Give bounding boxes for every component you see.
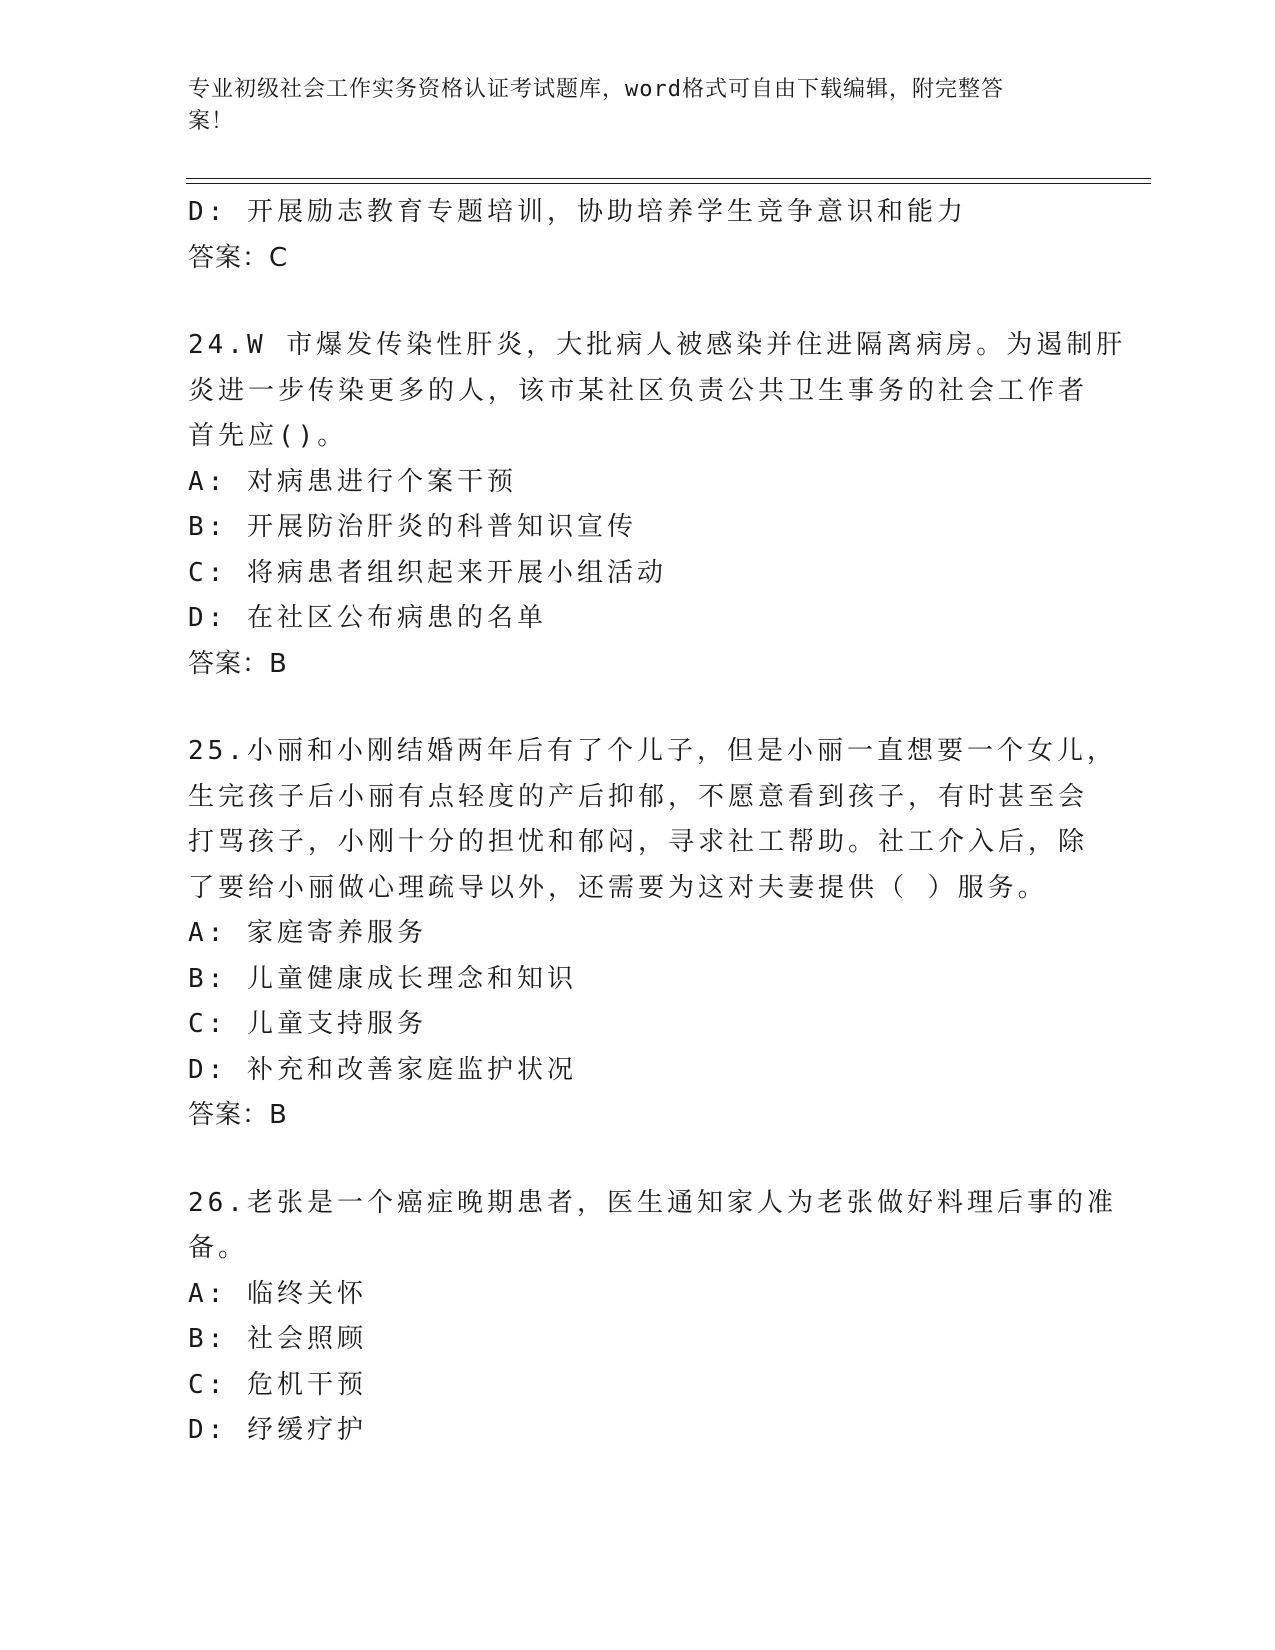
stem-line: 25.小丽和小刚结婚两年后有了个儿子，但是小丽一直想要一个女儿， xyxy=(188,736,1117,766)
stem-line: 打骂孩子，小刚十分的担忧和郁闷，寻求社工帮助。社工介入后，除 xyxy=(188,827,1089,857)
stem-line: 炎进一步传染更多的人，该市某社区负责公共卫生事务的社会工作者 xyxy=(188,375,1089,406)
header-title-line-2: 案！ xyxy=(188,109,235,134)
option-b: B: 儿童健康成长理念和知识 xyxy=(188,963,577,994)
stem-line: 了要给小丽做心理疏导以外，还需要为这对夫妻提供（ ）服务。 xyxy=(188,872,1048,903)
question-stem xyxy=(188,1181,1117,1272)
question-stem xyxy=(188,323,1127,460)
document-body xyxy=(188,190,1127,1454)
option-c: C: 将病患者组织起来开展小组活动 xyxy=(188,557,667,588)
option-c: C: 危机干预 xyxy=(188,1369,367,1400)
option-c: C: 儿童支持服务 xyxy=(188,1009,427,1039)
question-stem xyxy=(188,729,1117,911)
carryover-answer: 答案：C xyxy=(188,242,289,273)
header-title-line-1: 专业初级社会工作实务资格认证考试题库，word格式可自由下载编辑，附完整答 xyxy=(188,77,1004,102)
answer-line: 答案：B xyxy=(188,648,288,679)
option-a: A: 家庭寄养服务 xyxy=(188,918,427,948)
option-d: D: 纾缓疗护 xyxy=(188,1415,367,1445)
option-b: B: 开展防治肝炎的科普知识宣传 xyxy=(188,512,637,542)
document-header xyxy=(188,74,1068,138)
option-d: D: 补充和改善家庭监护状况 xyxy=(188,1054,577,1085)
option-a: A: 临终关怀 xyxy=(188,1278,367,1309)
stem-line: 26.老张是一个癌症晚期患者，医生通知家人为老张做好料理后事的准 xyxy=(188,1187,1117,1218)
question-25 xyxy=(188,729,1117,1139)
option-a: A: 对病患进行个案干预 xyxy=(188,466,517,497)
header-rule-top xyxy=(186,178,1151,179)
carryover-block xyxy=(188,190,1088,281)
carryover-option-d: D: 开展励志教育专题培训，协助培养学生竞争意识和能力 xyxy=(188,197,967,227)
stem-line: 首先应()。 xyxy=(188,421,348,451)
answer-line: 答案：B xyxy=(188,1100,288,1130)
header-rule-bottom xyxy=(186,183,1151,184)
question-26 xyxy=(188,1181,1117,1454)
stem-line: 24.W 市爆发传染性肝炎，大批病人被感染并住进隔离病房。为遏制肝 xyxy=(188,330,1127,360)
question-24 xyxy=(188,323,1127,687)
option-b: B: 社会照顾 xyxy=(188,1324,367,1354)
option-d: D: 在社区公布病患的名单 xyxy=(188,603,547,633)
stem-line: 生完孩子后小丽有点轻度的产后抑郁，不愿意看到孩子，有时甚至会 xyxy=(188,781,1089,812)
stem-line: 备。 xyxy=(188,1233,249,1263)
